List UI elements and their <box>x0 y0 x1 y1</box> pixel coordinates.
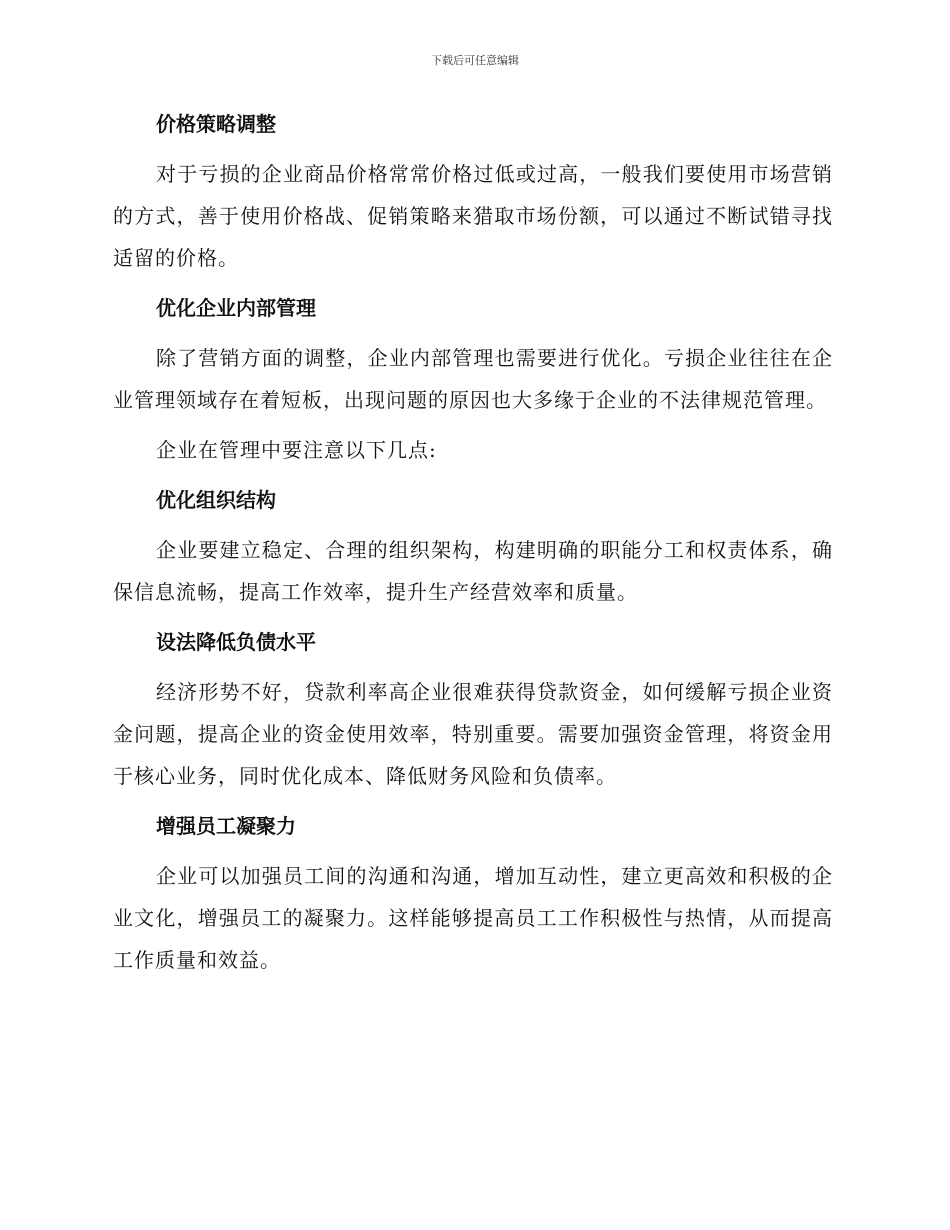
page-header: 下载后可任意编辑 <box>431 54 519 67</box>
section-heading-employee-cohesion: 增强员工凝聚力 <box>156 814 296 838</box>
section-heading-price-strategy: 价格策略调整 <box>156 112 276 136</box>
section-paragraph-debt-level: 经济形势不好，贷款利率高企业很难获得贷款资金，如何缓解亏损企业资金问题，提高企业的资金使用效率，特别重要。需要加强资金管理，将资金用于核心业务，同时优化成本、降低财务风险和负债率。 <box>113 680 833 788</box>
section-paragraph-internal-management: 除了营销方面的调整，企业内部管理也需要进行优化。亏损企业往往在企业管理领域存在着短板，出现问题的原因也大多缘于企业的不法律规范管理。 <box>113 346 833 412</box>
section-heading-internal-management: 优化企业内部管理 <box>156 296 316 320</box>
section-heading-debt-level: 设法降低负债水平 <box>156 630 316 654</box>
section-paragraph-employee-cohesion: 企业可以加强员工间的沟通和沟通，增加互动性，建立更高效和积极的企业文化，增强员工的凝聚力。这样能够提高员工工作积极性与热情，从而提高工作质量和效益。 <box>113 864 833 972</box>
section-note-management-points: 企业在管理中要注意以下几点: <box>156 438 437 462</box>
document-body <box>113 103 833 989</box>
section-paragraph-org-structure: 企业要建立稳定、合理的组织架构，构建明确的职能分工和权责体系，确保信息流畅，提高工作效率，提升生产经营效率和质量。 <box>113 538 833 604</box>
section-paragraph-price-strategy: 对于亏损的企业商品价格常常价格过低或过高，一般我们要使用市场营销的方式，善于使用价格战、促销策略来猎取市场份额，可以通过不断试错寻找适留的价格。 <box>113 162 833 270</box>
section-heading-org-structure: 优化组织结构 <box>156 488 276 512</box>
